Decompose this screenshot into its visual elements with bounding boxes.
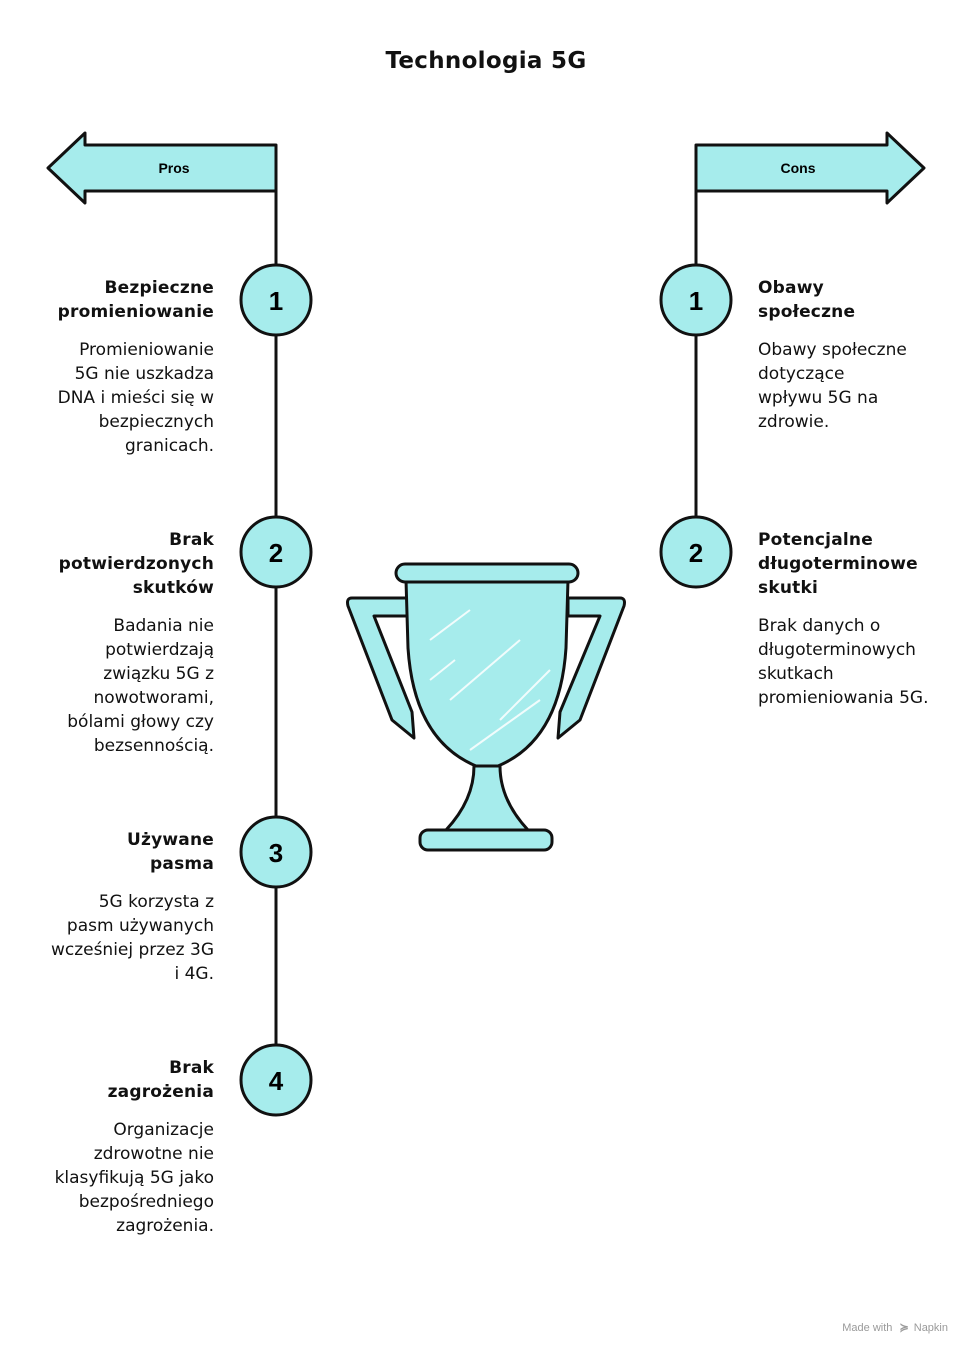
pros-item-1-heading: Bezpieczne promieniowanie — [57, 278, 214, 322]
footer-credit — [842, 1321, 948, 1334]
cons-item-2 — [758, 528, 948, 710]
pros-step-4-number: 4 — [268, 1066, 284, 1096]
pros-step-2-circle — [241, 517, 311, 587]
cons-step-1-number: 1 — [688, 286, 704, 316]
pros-step-1-circle — [241, 265, 311, 335]
cons-banner — [696, 133, 924, 203]
pros-item-4-text: Organizacje zdrowotne nie klasyfikują 5G jako bezpośredniego zagrożenia. — [54, 1120, 214, 1236]
pros-step-1-number: 1 — [268, 286, 284, 316]
pros-banner — [48, 133, 276, 203]
pros-label: Pros — [158, 160, 190, 176]
trophy-icon — [348, 564, 625, 850]
page-title: Technologia 5G — [385, 48, 587, 74]
napkin-logo-icon: ≽ — [899, 1322, 909, 1334]
cons-item-2-text: Brak danych o długoterminowych skutkach promieniowania 5G. — [758, 616, 929, 708]
pros-item-1 — [30, 276, 214, 458]
cons-step-2-number: 2 — [688, 538, 704, 568]
pros-item-2-heading: Brak potwierdzonych skutków — [58, 530, 214, 598]
pros-step-4-circle — [241, 1045, 311, 1115]
pros-item-2 — [30, 528, 214, 758]
pros-step-2-number: 2 — [268, 538, 284, 568]
pros-item-3-heading: Używane pasma — [127, 830, 214, 874]
pros-item-2-text: Badania nie potwierdzają związku 5G z nowotworami, bólami głowy czy bezsennością. — [67, 616, 214, 756]
napkin-brand: Napkin — [913, 1322, 948, 1334]
cons-step-1-circle — [661, 265, 731, 335]
pros-item-4-heading: Brak zagrożenia — [107, 1058, 214, 1102]
cons-step-2-circle — [661, 517, 731, 587]
pros-step-3-circle — [241, 817, 311, 887]
cons-item-1 — [758, 276, 908, 434]
pros-item-3 — [30, 828, 214, 986]
pros-step-3-number: 3 — [268, 838, 284, 868]
pros-item-3-text: 5G korzysta z pasm używanych wcześniej przez 3G i 4G. — [50, 892, 214, 984]
pros-item-1-text: Promieniowanie 5G nie uszkadza DNA i mieści się w bezpiecznych granicach. — [57, 340, 214, 456]
cons-item-2-heading: Potencjalne długoterminowe skutki — [758, 530, 918, 598]
made-with-text: Made with — [842, 1322, 893, 1334]
cons-item-1-heading: Obawy społeczne — [758, 278, 856, 322]
pros-item-4 — [30, 1056, 214, 1238]
cons-label: Cons — [780, 160, 816, 176]
cons-item-1-text: Obawy społeczne dotyczące wpływu 5G na zdrowie. — [758, 340, 907, 432]
